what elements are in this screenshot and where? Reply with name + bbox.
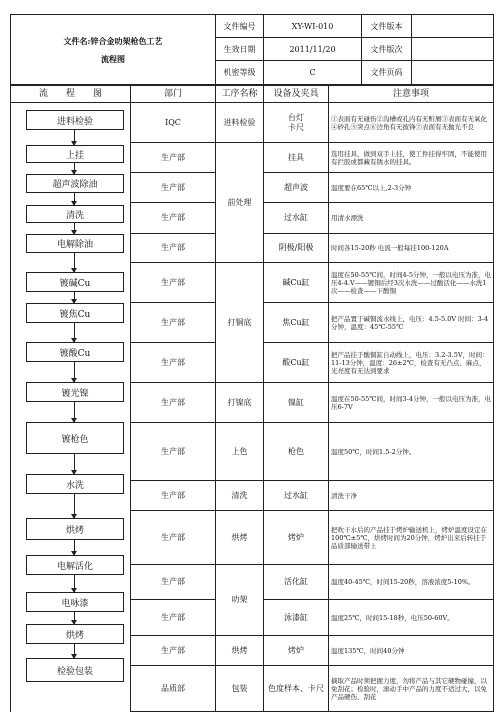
flow-step: 电咏漆 — [26, 592, 124, 612]
flow-step: 烘烤 — [26, 518, 124, 540]
note-cell: 把吹干水后的产品挂于烤炉输送机上，烤炉温度设定在100℃±5℃，烘烤时间为20分钟，烤炉出来后转挂于品质部输送带上 — [329, 511, 494, 565]
dept-cell: 生产部 — [131, 143, 216, 173]
flow-step: 检验包装 — [26, 658, 124, 682]
flow-step: 清洗 — [26, 205, 124, 223]
equipment-cell: 活化缸 — [264, 565, 329, 600]
note-cell: 选用挂具，做到双手上挂，使工件挂得牢固，不能使用有拦胶或都藏有锈水的挂具。 — [329, 143, 494, 173]
flow-step: 镀枪色 — [26, 422, 124, 454]
note-cell: 把产品挂于酸铜缸自动线上，电压：3.2-3.5V，时间：11-13分钟，温度：26±2℃，检查有无凸点、麻点、光亮度有无达到要求 — [329, 343, 494, 383]
equipment-cell: 过水缸 — [264, 203, 329, 234]
flow-step: 上挂 — [26, 145, 124, 163]
equipment-cell: 烤炉 — [264, 511, 329, 565]
title-line-2: 流程图 — [101, 53, 125, 64]
flow-column — [11, 103, 131, 712]
version-label: 文件版本 — [362, 15, 412, 38]
dept-cell: 生产部 — [131, 565, 216, 600]
secret-value: C — [264, 61, 362, 85]
equipment-cell: 阴极/阳极 — [264, 234, 329, 263]
doc-no-label: 文件编号 — [216, 15, 264, 38]
flow-step: 电解除油 — [26, 234, 124, 253]
process-sheet — [10, 14, 493, 702]
equipment-cell: 酸Cu缸 — [264, 343, 329, 383]
equipment-cell: 碱Cu缸 — [264, 263, 329, 303]
secret-label: 机密等级 — [216, 61, 264, 85]
document-header — [10, 14, 494, 85]
col-dept: 部门 — [131, 86, 216, 103]
equipment-cell: 焦Cu缸 — [264, 303, 329, 343]
dept-cell: IQC — [131, 103, 216, 143]
note-cell: 温度在50-55℃间，时间4-5分钟，一般以电压为准，电压4-4.V——镀铜后经3次水洗——过酸活化——水洗1次——检查——下酸铜 — [329, 263, 494, 303]
process-cell: 烘烤 — [216, 636, 264, 666]
note-cell: 把产品置于碱铜流水线上，电压：4.5-5.0V 时间：3-4分钟，温度：45℃-55℃ — [329, 303, 494, 343]
note-cell: 温度135℃，时间40分钟 — [329, 636, 494, 666]
process-cell: 清洗 — [216, 481, 264, 511]
dept-cell: 生产部 — [131, 234, 216, 263]
flow-step: 镀碱Cu — [26, 272, 124, 292]
dept-cell: 品质部 — [131, 666, 216, 712]
col-equipment: 设备及夹具 — [264, 86, 329, 103]
note-cell: 用清水漂洗 — [329, 203, 494, 234]
equipment-cell: 台灯 卡尺 — [264, 103, 329, 143]
note-cell: 时间各15-20秒 电流一般每挂100-120A — [329, 234, 494, 263]
date-value: 2011/11/20 — [264, 38, 362, 61]
note-cell: 温度在50-55℃间，时间3-4分钟，一般以电压为准，电压6-7V — [329, 383, 494, 423]
flow-step: 超声波除油 — [26, 174, 124, 193]
col-notes: 注意事项 — [329, 86, 494, 103]
equipment-cell: 挂具 — [264, 143, 329, 173]
dept-cell: 生产部 — [131, 511, 216, 565]
dept-cell: 生产部 — [131, 636, 216, 666]
page-value — [412, 61, 494, 85]
revision-value — [412, 38, 494, 61]
page-label: 文件页码 — [362, 61, 412, 85]
process-cell: 打镍底 — [216, 383, 264, 423]
dept-cell: 生产部 — [131, 600, 216, 636]
equipment-cell: 超声波 — [264, 173, 329, 203]
equipment-cell: 色度样本、卡尺 — [264, 666, 329, 712]
dept-cell: 生产部 — [131, 481, 216, 511]
dept-cell: 生产部 — [131, 173, 216, 203]
col-flow: 流 程 图 — [11, 86, 131, 103]
note-cell: 摘取产品时须把握力度，勿将产品与其它硬物碰撞，以免刮花；检验时，滚动手中产品的力度不适过大，以免产品硬伤、刮花 — [329, 666, 494, 712]
process-cell: 包装 — [216, 666, 264, 712]
equipment-cell: 泳漆缸 — [264, 600, 329, 636]
flow-step: 烘烤 — [26, 624, 124, 644]
process-cell: 上色 — [216, 423, 264, 481]
dept-cell: 生产部 — [131, 343, 216, 383]
note-cell: 温度40-45℃，时间15-20秒，溶液浓度5-10%。 — [329, 565, 494, 600]
process-table — [10, 85, 494, 712]
col-process: 工序名称 — [216, 86, 264, 103]
note-cell: 清洗干净 — [329, 481, 494, 511]
flow-step: 电解活化 — [26, 555, 124, 575]
process-cell: 进料检验 — [216, 103, 264, 143]
title-line-1: 文件名:锌合金叻架枪色工艺 — [63, 35, 163, 46]
flow-step: 镀光镍 — [26, 382, 124, 402]
process-cell-copper: 打铜底 — [216, 263, 264, 383]
dept-cell: 生产部 — [131, 423, 216, 481]
equipment-cell: 过水缸 — [264, 481, 329, 511]
revision-label: 文件版次 — [362, 38, 412, 61]
flow-step: 水洗 — [26, 474, 124, 494]
equipment-cell: 镍缸 — [264, 383, 329, 423]
note-cell: 温度要在65℃以上,2-3分钟 — [329, 173, 494, 203]
note-cell: 温度25℃，时间15-18秒，电压50-60V。 — [329, 600, 494, 636]
flow-step: 镀焦Cu — [26, 303, 124, 323]
document-title — [11, 15, 216, 85]
note-cell: 温度50℃，时间1.5-2分钟。 — [329, 423, 494, 481]
process-cell-electro: 叻架 — [216, 565, 264, 636]
equipment-cell: 枪色 — [264, 423, 329, 481]
doc-no-value: XY-WI-010 — [264, 15, 362, 38]
dept-cell: 生产部 — [131, 303, 216, 343]
process-cell: 烘烤 — [216, 511, 264, 565]
dept-cell: 生产部 — [131, 203, 216, 234]
date-label: 生效日期 — [216, 38, 264, 61]
dept-cell: 生产部 — [131, 263, 216, 303]
flow-step: 进料检验 — [26, 110, 124, 130]
note-cell: ①表面有无碰伤②沟槽或孔内有无赃屑③表面有无氧化④砂孔⑤突点⑥边角有无披锋⑦表面有无抛光不良 — [329, 103, 494, 143]
process-cell-pretreat: 前处理 — [216, 143, 264, 263]
flow-step: 镀酸Cu — [26, 342, 124, 362]
equipment-cell: 烤炉 — [264, 636, 329, 666]
version-value — [412, 15, 494, 38]
dept-cell: 生产部 — [131, 383, 216, 423]
